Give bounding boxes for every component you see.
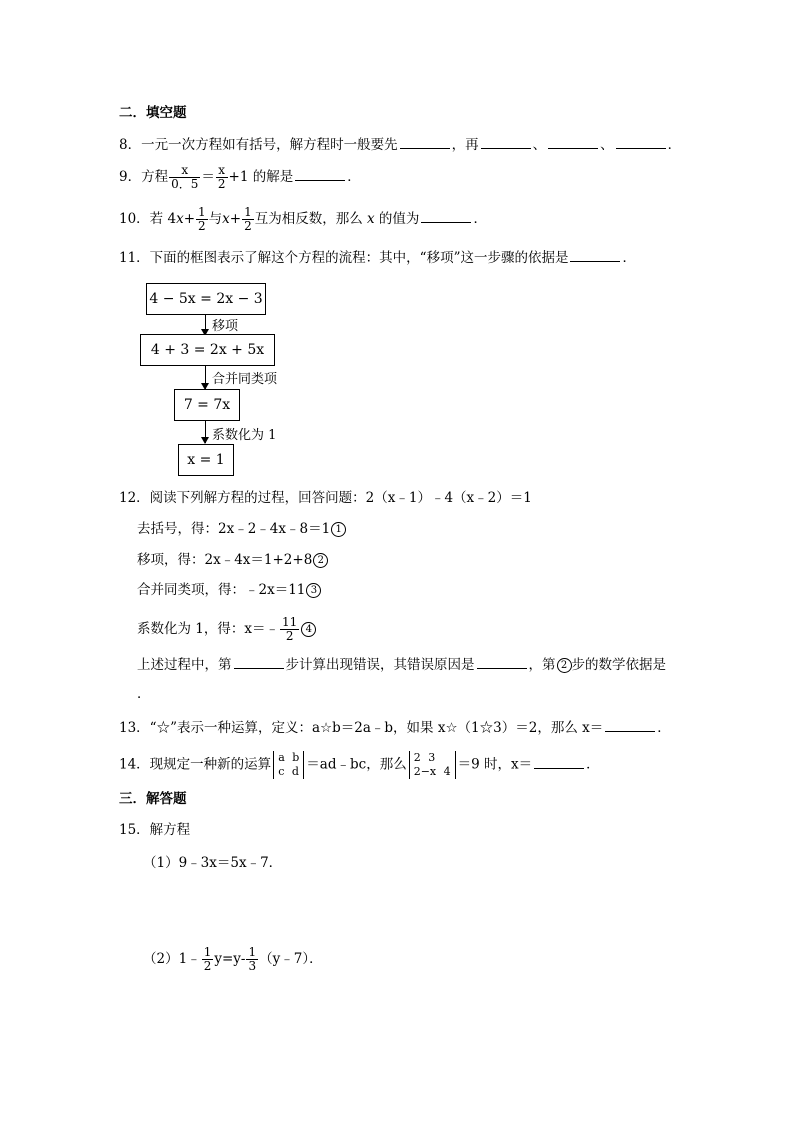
denominator: 2: [244, 219, 252, 233]
q9-suffix: +1 的解是: [228, 169, 294, 185]
q13-end: ．: [657, 720, 671, 736]
circled-number: 3: [306, 583, 321, 598]
question-11: [119, 247, 636, 268]
q8-sep: 、: [532, 137, 547, 153]
q12-q-a: 上述过程中，第: [137, 657, 232, 673]
q12-end: ．: [137, 686, 151, 702]
q10-end: ．: [473, 211, 487, 227]
flow-box-3: 7 = 7x: [174, 389, 240, 421]
answer-blank: [616, 134, 666, 149]
variable-x: x: [367, 211, 375, 227]
numerator: x: [169, 164, 200, 178]
q12-step-2: [137, 550, 328, 570]
step-text: 去括号，得：2x﹣2﹣4x﹣8＝1: [137, 521, 331, 537]
answer-blank: [400, 134, 450, 149]
q12-step-1: [137, 519, 346, 539]
question-12: 12．阅读下列解方程的过程，回答问题：2（x﹣1）﹣4（x﹣2）＝1: [119, 490, 532, 506]
numerator: 1: [203, 945, 212, 959]
denominator: 3: [248, 959, 257, 973]
question-8: [119, 134, 681, 155]
flow-label-1: 移项: [212, 319, 239, 334]
denominator: 2: [285, 629, 294, 643]
q11-end: ．: [622, 250, 636, 266]
q10-prefix: 10．若 4: [119, 211, 177, 227]
det-row: a b: [278, 751, 300, 764]
determinant: [409, 751, 456, 779]
question-14: [119, 751, 600, 779]
det-row: c d: [278, 765, 299, 778]
question-9: [119, 164, 361, 191]
q15-p2-suffix: （y﹣7）．: [259, 951, 323, 967]
circled-number: 2: [557, 658, 572, 673]
q9-end: ．: [347, 169, 361, 185]
q10-suffix-a: 互为相反数，那么: [254, 211, 368, 227]
q14-end: ．: [586, 756, 600, 773]
fraction: [196, 206, 208, 233]
denominator: 2: [217, 177, 226, 191]
section-heading-solve: 三．解答题: [119, 791, 187, 807]
q13-text: 13．“☆”表示一种运算，定义：a☆b＝2a﹣b，如果 x☆（1☆3）＝2，那么 x＝: [119, 720, 604, 736]
step-text: 合并同类项，得：﹣2x＝11: [137, 582, 306, 598]
q12-q-c: ，第: [528, 657, 556, 673]
q8-sep: 、: [600, 137, 614, 153]
answer-blank: [481, 134, 531, 149]
fraction: [169, 164, 200, 191]
denominator: 2: [198, 219, 206, 233]
down-arrow-icon: [205, 314, 206, 335]
plus-sign: +: [229, 211, 242, 227]
fraction: [216, 164, 228, 191]
answer-blank: [421, 208, 471, 223]
denominator: 2: [203, 959, 212, 973]
flow-label-2: 合并同类项: [212, 372, 278, 387]
q8-end: ．: [667, 137, 682, 153]
q10-suffix-b: 的值为: [374, 211, 420, 227]
question-15: 15．解方程: [119, 822, 191, 838]
step-text: 系数化为 1，得：x＝﹣: [137, 621, 279, 637]
answer-blank: [570, 247, 620, 262]
q15-p2-mid: y=y-: [214, 951, 246, 967]
fraction: [246, 946, 258, 973]
q15-part-1: （1）9﹣3x＝5x﹣7．: [143, 855, 283, 871]
q12-step-3: [137, 580, 321, 600]
answer-blank: [295, 166, 345, 181]
flow-box-4: x = 1: [178, 444, 234, 476]
answer-blank: [548, 134, 598, 149]
q15-p2-prefix: （2）1﹣: [143, 951, 201, 967]
step-text: 移项，得：2x﹣4x＝1+2+8: [137, 552, 313, 568]
determinant: [273, 751, 304, 779]
answer-blank: [234, 654, 284, 669]
denominator: 0．5: [171, 177, 199, 191]
numerator: 1: [248, 945, 257, 959]
down-arrow-icon: [205, 365, 206, 389]
plus-sign: +: [183, 211, 195, 227]
det-row: 2 3: [413, 751, 436, 764]
q11-text: 11．下面的框图表示了解这个方程的流程：其中，“移项”这一步骤的依据是: [119, 250, 569, 266]
section-heading-fill-blank: 二．填空题: [119, 105, 187, 121]
variable-x: x: [176, 211, 184, 227]
question-13: [119, 717, 671, 738]
answer-blank: [477, 654, 527, 669]
det-row: 2−x 4: [413, 765, 451, 778]
flow-box-1: 4 − 5x = 2x − 3: [146, 283, 266, 315]
fraction: [202, 946, 214, 973]
numerator: 1: [244, 205, 252, 219]
numerator: x: [216, 164, 228, 178]
q12-step-4: [137, 616, 316, 643]
circled-number: 4: [301, 622, 316, 637]
q14-mid: ＝ad﹣bc，那么: [306, 756, 407, 773]
q12-question: [137, 654, 666, 675]
flow-label-3: 系数化为 1: [212, 428, 277, 443]
q14-prefix: 14．现规定一种新的运算: [119, 756, 272, 773]
q9-prefix: 9．方程: [119, 169, 169, 185]
q10-mid: 与: [208, 211, 223, 227]
answer-blank: [605, 717, 655, 732]
flow-box-2: 4 + 3 = 2x + 5x: [140, 334, 275, 366]
q8-text: 8．一元一次方程如有括号，解方程时一般要先: [119, 137, 398, 153]
down-arrow-icon: [205, 420, 206, 443]
q12-q-b: 步计算出现错误，其错误原因是: [285, 657, 475, 673]
answer-blank: [534, 754, 584, 769]
numerator: 1: [198, 205, 206, 219]
q15-part-2: [143, 946, 323, 973]
q8-mid: ，再: [451, 137, 479, 153]
equals-sign: ＝: [201, 169, 215, 185]
circled-number: 1: [331, 522, 346, 537]
question-10: [119, 206, 487, 233]
fraction: [242, 206, 254, 233]
q12-q-d: 步的数学依据是: [571, 657, 666, 673]
circled-number: 2: [313, 553, 328, 568]
fraction: [280, 616, 299, 643]
variable-x: x: [222, 211, 230, 227]
numerator: 11: [282, 615, 298, 629]
q14-suffix: ＝9 时，x＝: [457, 756, 533, 773]
